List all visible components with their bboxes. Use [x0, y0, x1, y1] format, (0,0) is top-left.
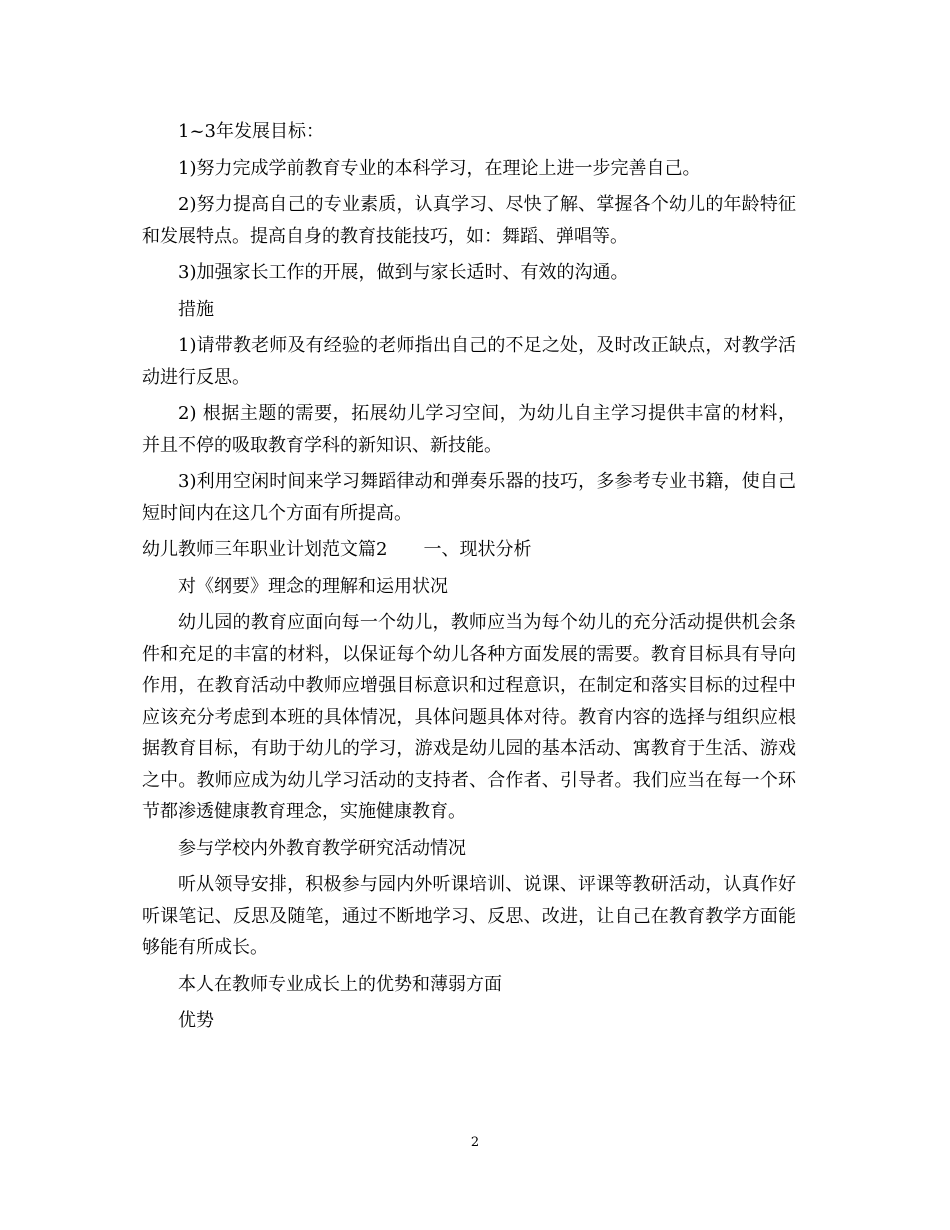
paragraph-goals-heading: 1~3年发展目标：	[178, 121, 324, 142]
paragraph-goal-3: 3)加强家长工作的开展，做到与家长适时、有效的沟通。	[178, 262, 629, 283]
paragraph-research-heading: 参与学校内外教育教学研究活动情况	[178, 837, 466, 859]
document-body	[142, 116, 796, 1042]
paragraph-strengths-heading: 本人在教师专业成长上的优势和薄弱方面	[178, 973, 502, 995]
paragraph-advantages: 优势	[178, 1010, 214, 1031]
paragraph-education-philosophy: 幼儿园的教育应面向每一个幼儿，教师应当为每个幼儿的充分活动提供机会条件和充足的丰富的材料，以保证每个幼儿各种方面发展的需要。教育目标具有导向作用，在教育活动中教师应增强目标意识和过程意识，在制定和落实目标的过程中应该充分考虑到本班的具体情况，具体问题具体对待。教育内容的选择与组织应根据教育目标，有助于幼儿的学习，游戏是幼儿园的基本活动、寓教育于生活、游戏之中。教师应成为幼儿学习活动的支持者、合作者、引导者。我们应当在每一个环节都渗透健康教育理念，实施健康教育。	[142, 612, 796, 822]
paragraph-measure-2: 2) 根据主题的需要，拓展幼儿学习空间，为幼儿自主学习提供丰富的材料，并且不停的吸取教育学科的新知识、新技能。	[142, 403, 796, 456]
section-subtitle: 一、现状分析	[423, 539, 532, 560]
section-title: 幼儿教师三年职业计划范文篇2	[142, 539, 388, 560]
paragraph-measures-heading: 措施	[178, 298, 214, 320]
paragraph-measure-3: 3)利用空闲时间来学习舞蹈律动和弹奏乐器的技巧，多参考专业书籍，使自己短时间内在这几个方面有所提高。	[142, 471, 796, 524]
paragraph-goal-2: 2)努力提高自己的专业素质，认真学习、尽快了解、掌握各个幼儿的年龄特征和发展特点。提高自身的教育技能技巧，如：舞蹈、弹唱等。	[142, 194, 796, 247]
paragraph-outline-understanding: 对《纲要》理念的理解和运用状况	[178, 575, 448, 597]
page-number: 2	[470, 1135, 480, 1150]
paragraph-research-activities: 听从领导安排，积极参与园内外听课培训、说课、评课等教研活动，认真作好听课笔记、反思及随笔，通过不断地学习、反思、改进，让自己在教育教学方面能够能有所成长。	[142, 874, 796, 958]
paragraph-measure-1: 1)请带教老师及有经验的老师指出自己的不足之处，及时改正缺点，对教学活动进行反思。	[142, 335, 796, 388]
paragraph-goal-1: 1)努力完成学前教育专业的本科学习，在理论上进一步完善自己。	[178, 157, 701, 179]
section-title-line	[142, 534, 796, 566]
